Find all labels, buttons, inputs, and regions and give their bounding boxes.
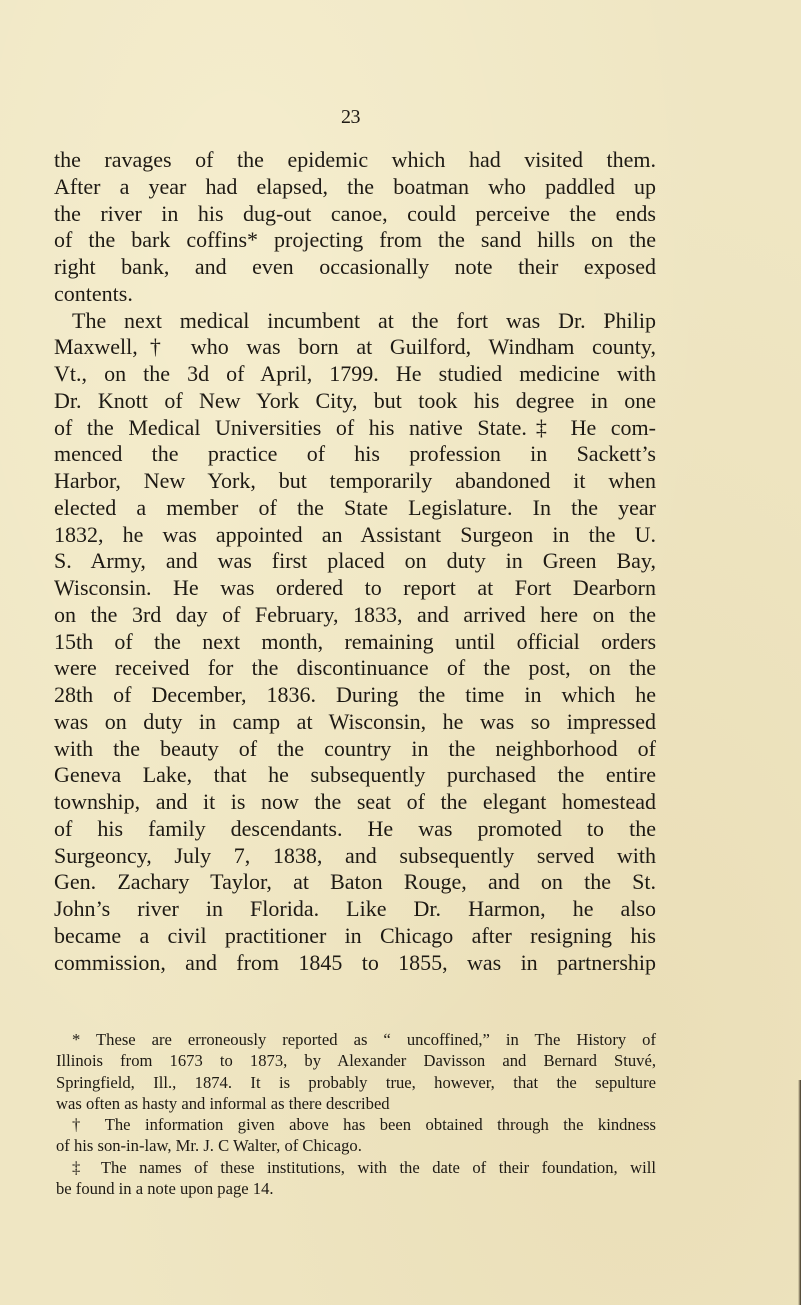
body-line: 28th of December, 1836. During the time in which he xyxy=(54,682,656,707)
body-line: S. Army, and was first placed on duty in Green Bay, xyxy=(54,548,656,574)
body-line: Vt., on the 3d of April, 1799. He studied medicine with xyxy=(54,361,656,386)
footnote-line: † The information given above has been obtained through the kindness xyxy=(72,1115,656,1135)
body-line: with the beauty of the country in the neighborhood of xyxy=(54,735,656,761)
body-line: Harbor, New York, but temporarily abandoned it when xyxy=(54,468,656,493)
body-line: John’s river in Florida. Like Dr. Harmon, he also xyxy=(54,896,656,921)
footnote-line: be found in a note upon page 14. xyxy=(56,1179,274,1199)
body-line: of the Medical Universities of his native State.‡ He com- xyxy=(54,414,656,440)
body-line: Geneva Lake, that he subsequently purchased the entire xyxy=(54,762,656,788)
body-line: contents. xyxy=(54,280,133,306)
body-line: the river in his dug-out canoe, could perceive the ends xyxy=(54,200,656,226)
body-line: of his family descendants. He was promoted to the xyxy=(54,815,656,841)
footnotes xyxy=(56,1029,656,1199)
body-line: became a civil practitioner in Chicago after resigning his xyxy=(54,922,656,948)
body-line: Surgeoncy, July 7, 1838, and subsequently served with xyxy=(54,842,656,868)
body-line: were received for the discontinuance of the post, on the xyxy=(54,655,656,681)
body-line: Maxwell,† who was born at Guilford, Windham county, xyxy=(54,334,656,360)
body-line: menced the practice of his profession in Sackett’s xyxy=(54,441,656,467)
body-line: The next medical incumbent at the fort was Dr. Philip xyxy=(72,307,656,333)
body-line: of the bark coffins* projecting from the sand hills on the xyxy=(54,227,656,253)
body-line: on the 3rd day of February, 1833, and arrived here on the xyxy=(54,601,656,627)
body-line: Wisconsin. He was ordered to report at Fort Dearborn xyxy=(54,575,656,600)
body-line: elected a member of the State Legislature. In the year xyxy=(54,494,656,520)
body-line: 1832, he was appointed an Assistant Surgeon in the U. xyxy=(54,521,656,547)
body-line: right bank, and even occasionally note their exposed xyxy=(54,254,656,279)
body-text xyxy=(54,147,656,976)
body-line: 15th of the next month, remaining until official orders xyxy=(54,628,656,654)
body-line: township, and it is now the seat of the elegant homestead xyxy=(54,789,656,814)
footnote-line: Illinois from 1673 to 1873, by Alexander Davisson and Bernard Stuvé, xyxy=(56,1051,656,1071)
body-line: was on duty in camp at Wisconsin, he was so impressed xyxy=(54,708,656,734)
footnote-line: Springfield, Ill., 1874. It is probably true, however, that the sepulture xyxy=(56,1072,656,1092)
body-line: Gen. Zachary Taylor, at Baton Rouge, and on the St. xyxy=(54,869,656,895)
footnote-line: ‡ The names of these institutions, with the date of their foundation, will xyxy=(72,1157,656,1177)
footnote-line: of his son-in-law, Mr. J. C Walter, of Chicago. xyxy=(56,1136,362,1156)
body-line: the ravages of the epidemic which had visited them. xyxy=(54,147,656,172)
body-line: Dr. Knott of New York City, but took his degree in one xyxy=(54,387,656,413)
body-line: After a year had elapsed, the boatman who paddled up xyxy=(54,173,656,199)
page-number: 23 xyxy=(341,106,360,128)
body-line: commission, and from 1845 to 1855, was in partnership xyxy=(54,949,656,975)
footnote-line: * These are erroneously reported as “ uncoffined,” in The History of xyxy=(72,1030,656,1049)
footnote-line: was often as hasty and informal as there described xyxy=(56,1093,390,1113)
